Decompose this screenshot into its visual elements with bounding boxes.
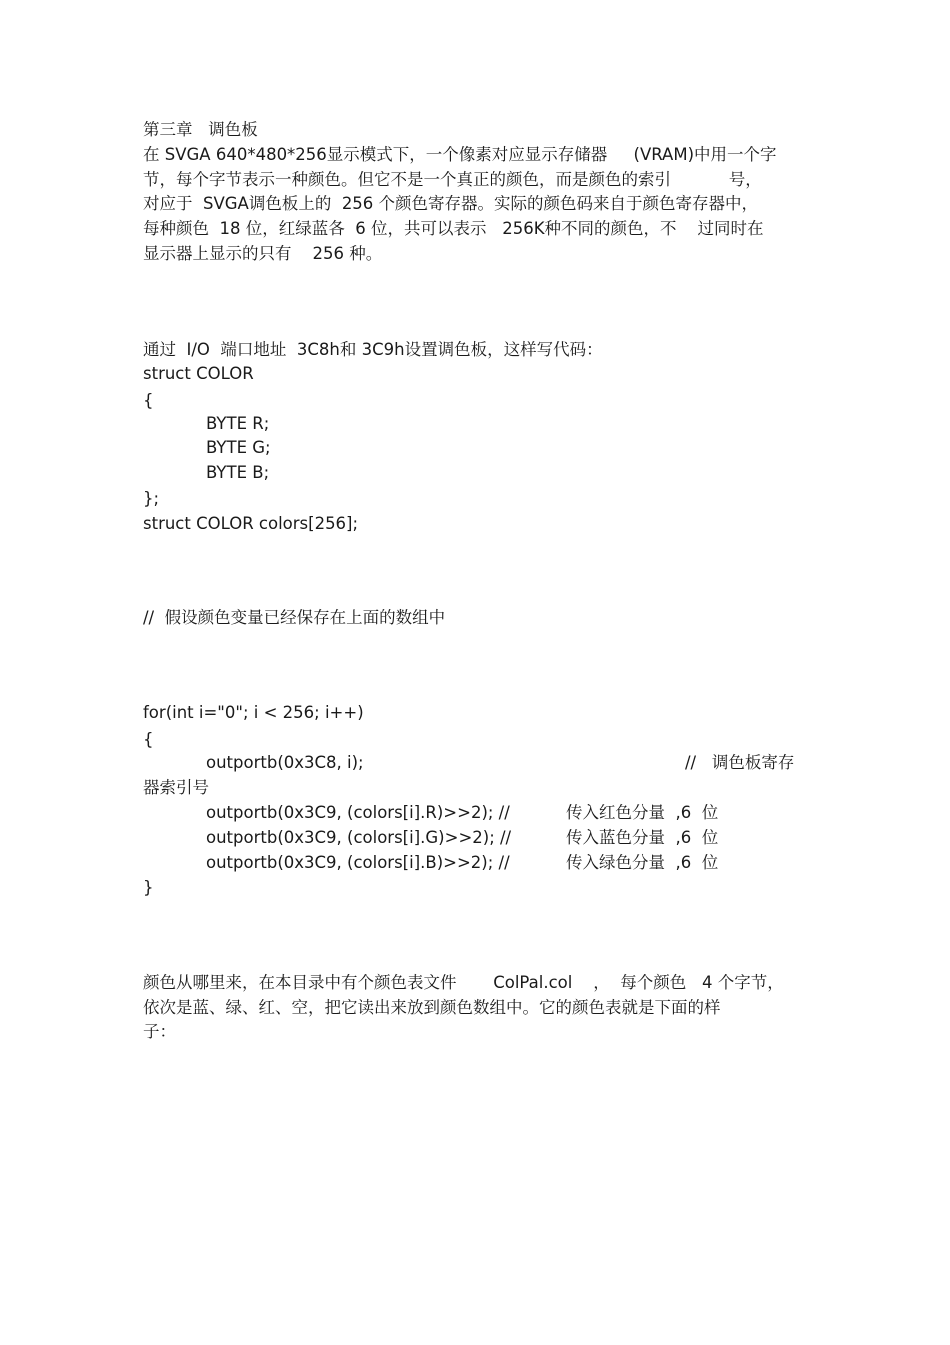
- loop-open-brace: {: [143, 730, 154, 749]
- outportb-index-comment-wrap: 器索引号: [143, 778, 209, 797]
- outportb-green-comment: 传入蓝色分量 ,6 位: [566, 828, 719, 847]
- outportb-blue-comment: 传入绿色分量 ,6 位: [566, 853, 719, 872]
- struct-line: struct COLOR: [143, 364, 254, 383]
- comment-line: // 假设颜色变量已经保存在上面的数组中: [143, 608, 446, 627]
- intro-line-5: 显示器上显示的只有 256 种。: [143, 244, 383, 263]
- outportb-index: outportb(0x3C8, i);: [206, 753, 364, 772]
- outportb-index-comment: // 调色板寄存: [685, 753, 795, 772]
- colors-declaration: struct COLOR colors[256];: [143, 514, 359, 533]
- outportb-blue: outportb(0x3C9, (colors[i].B)>>2); //: [206, 853, 510, 872]
- loop-close-brace: }: [143, 878, 154, 897]
- port-intro: 通过 I/O 端口地址 3C8h和 3C9h设置调色板，这样写代码：: [143, 340, 603, 359]
- struct-field-b: BYTE B;: [206, 463, 270, 482]
- chapter-heading: 第三章 调色板: [143, 120, 258, 139]
- intro-line-4: 每种颜色 18 位，红绿蓝各 6 位，共可以表示 256K种不同的颜色，不 过同时在: [143, 219, 764, 238]
- outportb-green: outportb(0x3C9, (colors[i].G)>>2); //: [206, 828, 512, 847]
- outportb-red: outportb(0x3C9, (colors[i].R)>>2); //: [206, 803, 510, 822]
- struct-field-g: BYTE G;: [206, 438, 271, 457]
- outro-line-1: 颜色从哪里来，在本目录中有个颜色表文件 ColPal.col ， 每个颜色 4 个字节，: [143, 973, 784, 992]
- outro-line-3: 子：: [143, 1022, 176, 1041]
- outro-line-2: 依次是蓝、绿、红、空，把它读出来放到颜色数组中。它的颜色表就是下面的样: [143, 998, 721, 1017]
- for-loop-line: for(int i="0"; i < 256; i++): [143, 703, 364, 722]
- outportb-red-comment: 传入红色分量 ,6 位: [566, 803, 719, 822]
- intro-line-1: 在 SVGA 640*480*256显示模式下，一个像素对应显示存储器 (VRAM)中用一个字: [143, 145, 777, 164]
- struct-field-r: BYTE R;: [206, 414, 270, 433]
- intro-line-2: 节，每个字节表示一种颜色。但它不是一个真正的颜色，而是颜色的索引 号，: [143, 170, 762, 189]
- struct-open-brace: {: [143, 391, 154, 410]
- struct-close-brace: };: [143, 489, 160, 508]
- intro-line-3: 对应于 SVGA调色板上的 256 个颜色寄存器。实际的颜色码来自于颜色寄存器中，: [143, 194, 759, 213]
